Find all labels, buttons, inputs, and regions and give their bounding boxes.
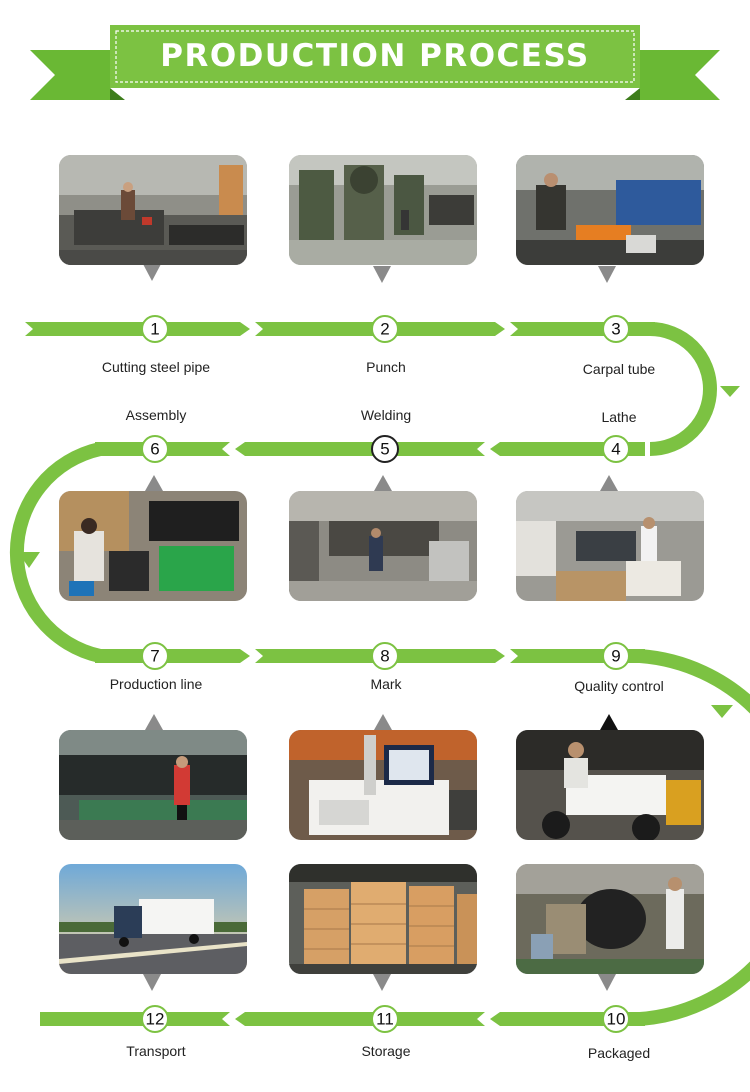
flow-arrow	[25, 322, 250, 336]
step-label-3: Carpal tube	[582, 361, 656, 377]
flow-arrow	[510, 322, 655, 336]
step-label-8: Mark	[370, 676, 402, 692]
step-photo-cutting-steel-pipe	[59, 155, 247, 265]
step-photo-punch	[289, 155, 477, 265]
step-label-10: Packaged	[587, 1045, 651, 1061]
step-photo-lathe	[516, 491, 704, 601]
flow-curve-right-1	[650, 329, 710, 449]
step-photo-mark	[289, 730, 477, 840]
flow-arrow	[40, 1012, 230, 1026]
step-label-2: Punch	[366, 359, 406, 375]
step-photo-welding	[289, 491, 477, 601]
step-number: 9	[611, 646, 621, 666]
step-photo-packaged	[516, 864, 704, 974]
step-number: 10	[606, 1009, 626, 1029]
step-label-1: Cutting steel pipe	[101, 359, 211, 375]
step-photo-carpal-tube	[516, 155, 704, 265]
flow-arrow	[95, 649, 250, 663]
step-label-4: Lathe	[601, 409, 637, 425]
step-photo-assembly	[59, 491, 247, 601]
step-number: 1	[150, 319, 160, 339]
flow-arrow	[235, 1012, 485, 1026]
step-number: 6	[150, 439, 160, 459]
step-label-12: Transport	[126, 1043, 186, 1059]
step-number: 4	[611, 439, 621, 459]
step-label-6: Assembly	[125, 407, 187, 423]
step-label-5: Welding	[360, 407, 412, 423]
step-photo-production-line	[59, 730, 247, 840]
step-photo-quality-control	[516, 730, 704, 840]
step-number: 5	[380, 439, 390, 459]
step-number: 11	[376, 1009, 394, 1029]
step-label-11: Storage	[361, 1043, 411, 1059]
step-photo-storage	[289, 864, 477, 974]
step-photo-transport	[59, 864, 247, 974]
flow-arrow	[235, 442, 485, 456]
step-number: 8	[380, 646, 390, 666]
step-number: 7	[150, 646, 160, 666]
step-number: 2	[380, 319, 390, 339]
step-label-9: Quality control	[574, 678, 664, 694]
step-number: 3	[611, 319, 621, 339]
step-label-7: Production line	[109, 676, 203, 692]
page-title: PRODUCTION PROCESS	[160, 38, 590, 74]
step-number: 12	[145, 1009, 165, 1029]
